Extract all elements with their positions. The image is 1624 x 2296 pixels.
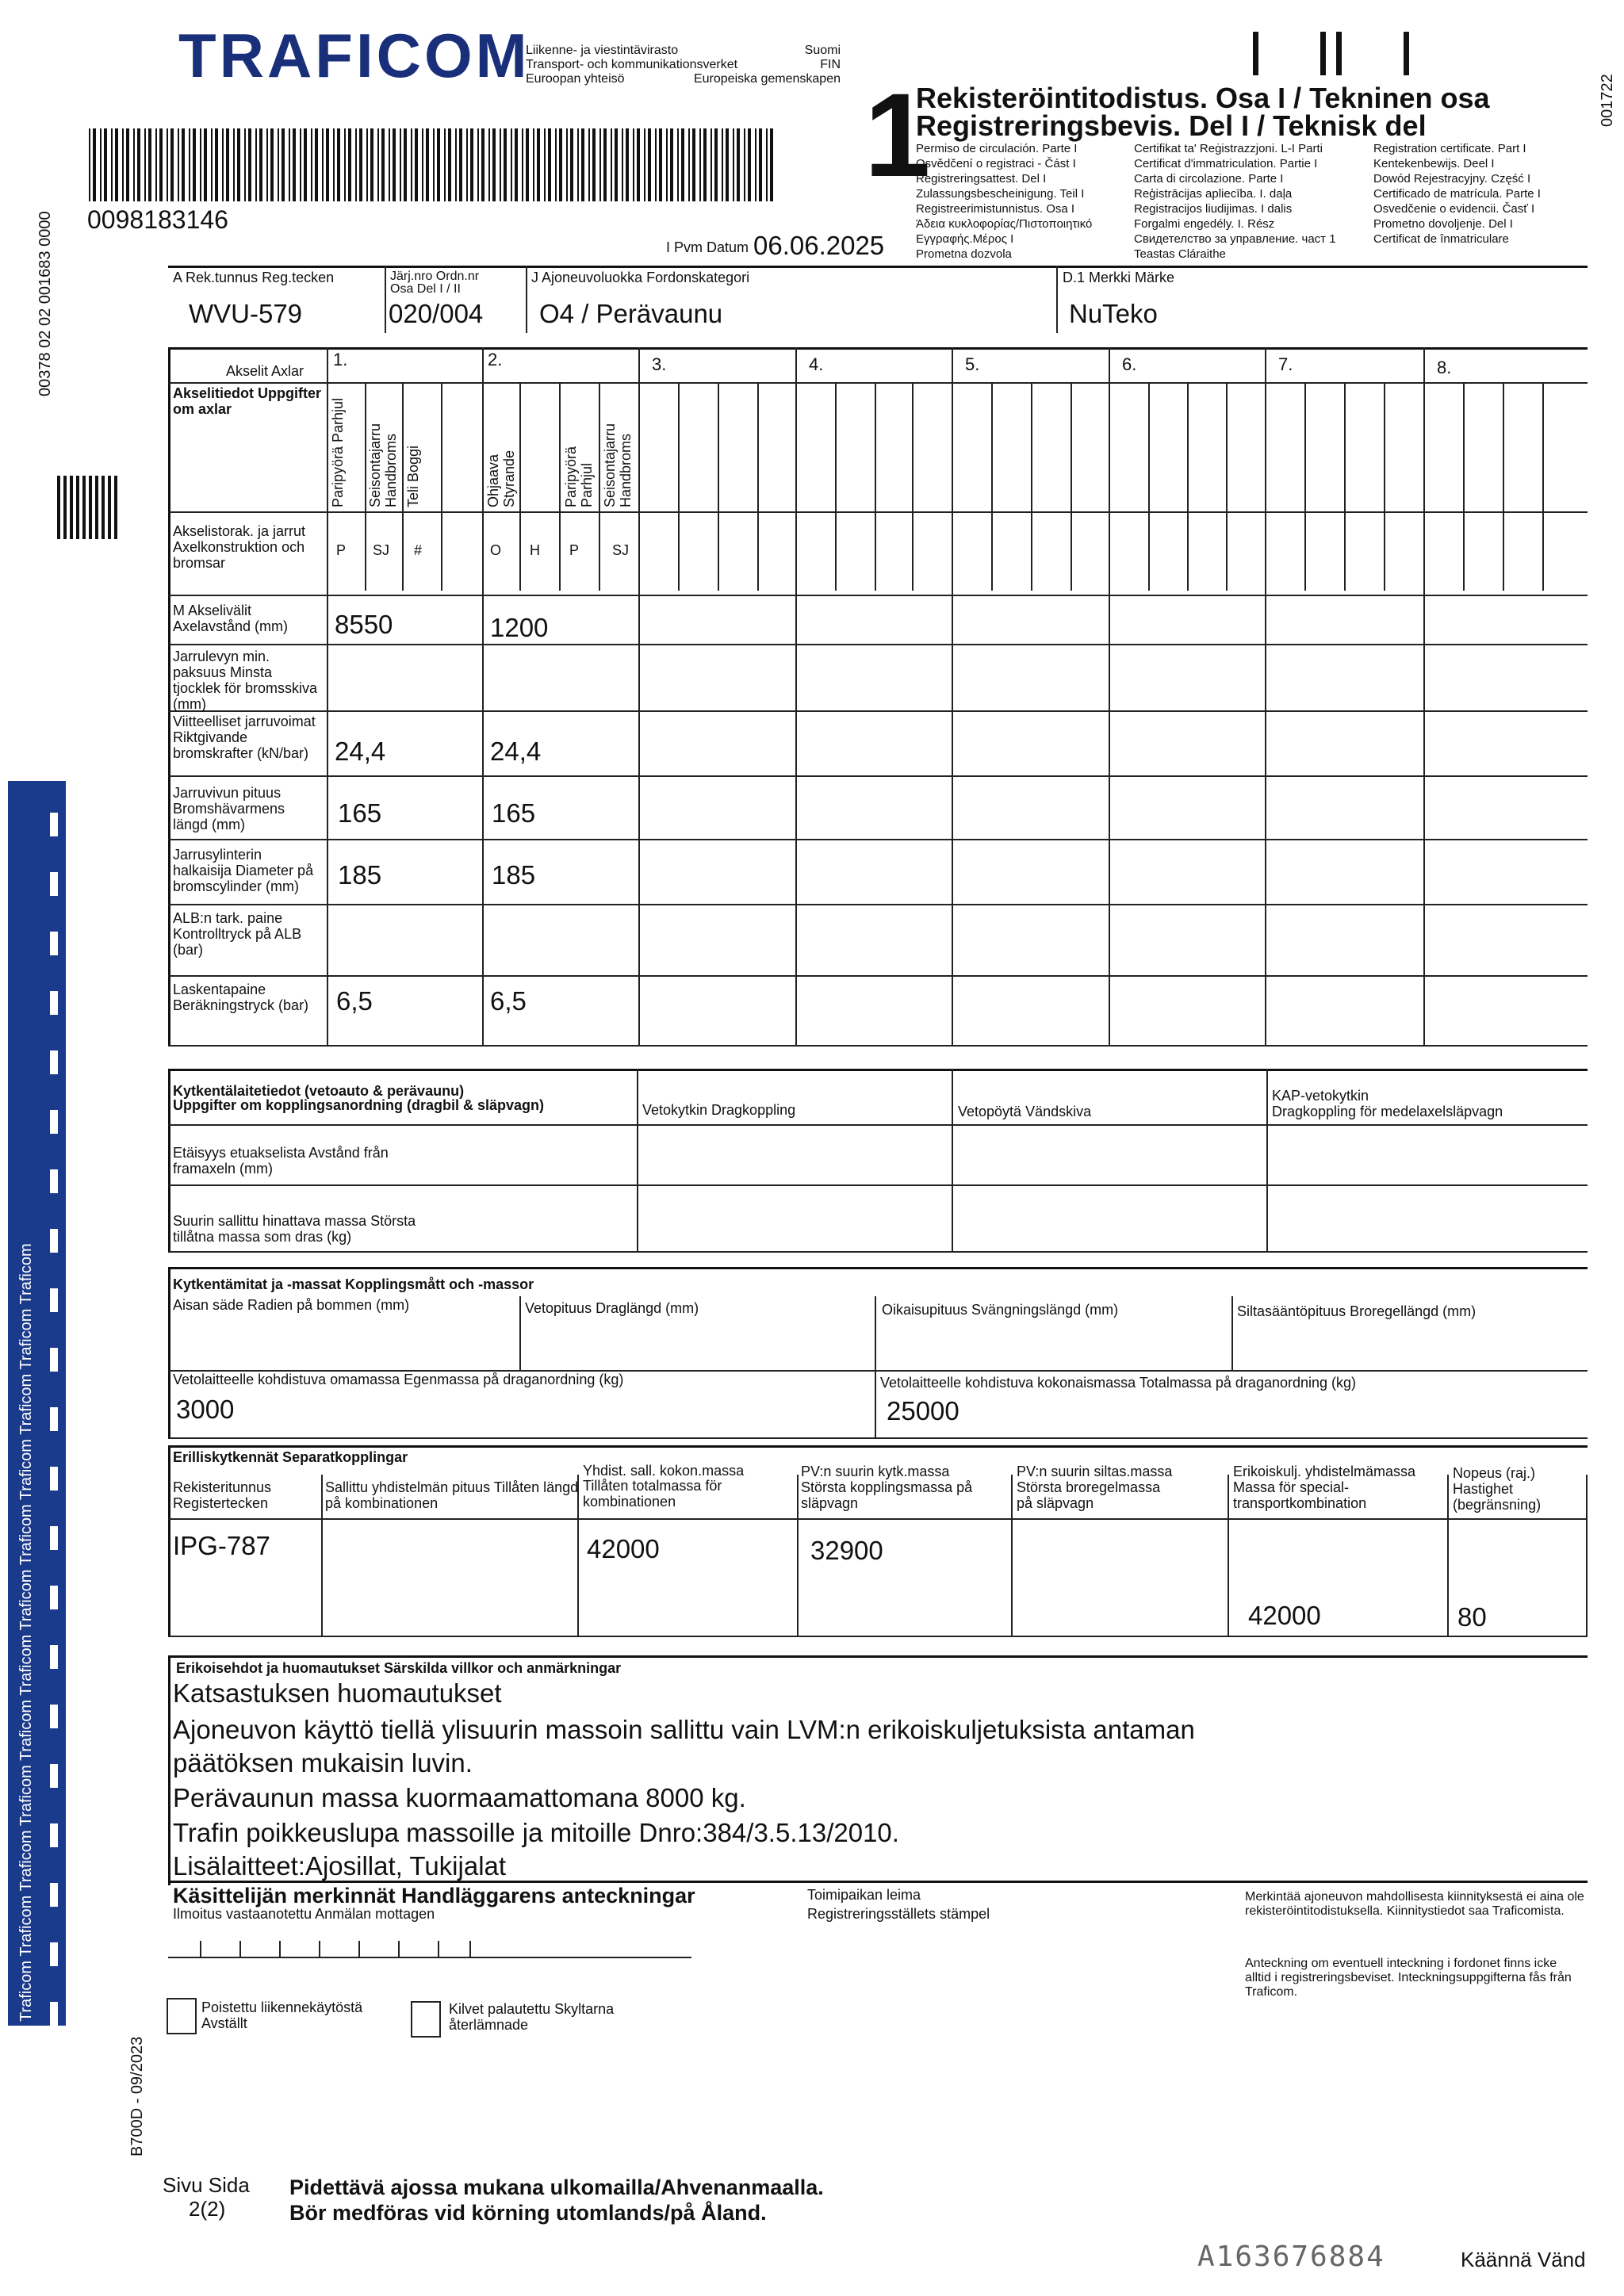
coupling-title-2: Uppgifter om kopplingsanordning (dragbil & släpvagn) [173,1097,544,1113]
multilang-col1: Permiso de circulación. Parte I Osvědčení o registraci - Část I Registreringsattest. Del I Zulassungsbescheinigung. Teil I Registreerimistunnistus. Osa I Άδεια κυκλοφορίας/Πιστοποιητικό Εγγραφής.Μέρος Ι Prometna dozvola [916,142,1093,261]
mortgage-note-sv: Anteckning om eventuell inteckning i fordonet finns icke alltid i registreringsbeviset. Inteckningsuppgifterna fås från Traficom. [1245,1957,1572,1999]
make-value: NuTeko [1069,299,1158,328]
axle-number-7: 7. [1278,354,1293,374]
sep-h1: Rekisteritunnus Registertecken [173,1479,272,1511]
page-value: 2(2) [189,2197,226,2221]
coupling-row-2: Suurin sallittu hinattava massa Största tillåtna massa som dras (kg) [173,1213,416,1245]
security-strip-marks [44,781,66,2026]
construction-2-o: O [490,542,502,558]
row-value-lever-2: 165 [492,798,536,828]
total-mass-value: 25000 [887,1396,959,1425]
row-value-brakeforce-2: 24,4 [490,737,542,766]
title-fi: Rekisteröintitodistus. Osa I / Tekninen osa [916,82,1490,114]
dimensions-title: Kytkentämitat ja -massat Kopplingsmått och -massor [173,1276,534,1292]
remarks-line-6: Lisälaitteet:Ajosillat, Tukijalat [173,1851,507,1881]
form-code: B700D - 09/2023 [128,2036,146,2156]
traficom-logo: TRAFICOM [178,21,530,90]
row-value-pressure-1: 6,5 [336,986,373,1016]
axle-number-2: 2. [488,350,503,369]
remarks-title: Erikoisehdot ja huomautukset Särskilda villkor och anmärkningar [176,1660,622,1676]
col-seisontajarru-2: Seisontajarru Handbroms [602,423,634,507]
col-paripyora-2: Paripyörä Parhjul [563,446,595,507]
row-value-cylinder-2: 185 [492,860,536,890]
cat-label: J Ajoneuvoluokka Fordonskategori [531,270,750,285]
date-label: I Pvm Datum [666,239,749,255]
form-code-right: 001722 [1599,74,1616,127]
handler-ticks [168,1938,691,1958]
axle-number-8: 8. [1437,358,1452,377]
sep-h6b: Massa för special-transportkombination [1233,1479,1367,1511]
sep-h5a: PV:n suurin siltas.massa [1017,1464,1173,1479]
footer-note-1: Pidettävä ajossa mukana ulkomailla/Ahvenanmaalla. [289,2175,824,2199]
big-one: 1 [864,68,931,201]
turn-over: Käännä Vänd [1461,2248,1586,2271]
reg-label: A Rek.tunnus Reg.tecken [173,270,335,285]
remarks-line-4: Perävaunun massa kuormaamattomana 8000 kg. [173,1783,746,1812]
registration-bars [1253,32,1427,75]
axle-label: Akselit Axlar [226,363,304,379]
col-paripyora-1: Paripyörä Parhjul [330,397,346,507]
axle-number-4: 4. [809,354,824,374]
multilang-col2: Certifikat ta' Reġistrazzjoni. L-I Parti Certificat d'immatriculation. Partie I Carta di circolazione. Parte I Reģistrācijas apliecība. I. daļa Registracijos liudijimas. I dalis Forgalmi engedély. I. Rész Свидетелство за управление. част 1 Teastas Cláraithe [1134,142,1336,261]
row-label-alb: ALB:n tark. paine Kontrolltryck på ALB (bar) [173,910,302,958]
coupling-col-c-1: KAP-vetokytkin [1272,1088,1369,1104]
sep-h4b: Största kopplingsmassa på släpvagn [801,1479,973,1511]
own-mass-value: 3000 [176,1395,235,1424]
row-value-cylinder-1: 185 [338,860,382,890]
axle-number-5: 5. [965,354,980,374]
construction-2-sj: SJ [612,542,630,558]
agency-lines: Liikenne- ja viestintävirasto Transport- och kommunikationsverket Euroopan yhteisö [526,44,738,86]
axles-section-label: Akselitiedot Uppgifter om axlar [173,385,322,417]
row-label-disc: Jarrulevyn min. paksuus Minsta tjocklek för bromsskiva (mm) [173,649,318,712]
row-label-pressure: Laskentapaine Beräkningstryck (bar) [173,982,309,1013]
make-label: D.1 Merkki Märke [1063,270,1175,285]
stamp-label-2: Registreringsställets stämpel [807,1906,990,1922]
ord-label-1: Järj.nro Ordn.nr [390,270,480,283]
title-sv: Registreringsbevis. Del I / Teknisk del [916,109,1427,142]
row-value-wheelbase-2: 1200 [490,613,549,642]
sep-h6a: Erikoiskulj. yhdistelmämassa [1233,1464,1416,1479]
stamp-label-1: Toimipaikan leima [807,1887,921,1903]
sep-h2: Sallittu yhdistelmän pituus Tillåten längd på kombinationen [325,1479,579,1511]
remarks-line-5: Trafin poikkeuslupa massoille ja mitoille Dnro:384/3.5.13/2010. [173,1818,899,1847]
reg-value: WVU-579 [189,299,303,328]
construction-1-sj: SJ [373,542,390,558]
row-value-brakeforce-1: 24,4 [335,737,386,766]
remarks-line-1: Katsastuksen huomautukset [173,1678,502,1708]
construction-1-p: P [336,542,347,558]
checkbox-decommissioned-label: Poistettu liikennekäytöstä Avställt [201,1999,363,2031]
sep-h3b: Tillåten totalmassa för kombinationen [583,1478,722,1510]
dim-c3: Oikaisupituus Svängningslängd (mm) [882,1302,1119,1318]
security-strip-text: Traficom Traficom Traficom Traficom Traficom Traficom Traficom Traficom Traficom Traficom Traficom Traficom [17,1243,35,2022]
mortgage-note-fi: Merkintää ajoneuvon mahdollisesta kiinnityksestä ei aina ole rekisteröintitodistuksella. Kiinnitystiedot saa Traficomista. [1245,1890,1584,1918]
checkbox-decommissioned[interactable] [167,1998,197,2034]
sep-h3a: Yhdist. sall. kokon.massa [583,1463,745,1479]
sep-h5b: Största broregelmassa på släpvagn [1017,1479,1161,1511]
row-label-brakeforce: Viitteelliset jarruvoimat Riktgivande bromskrafter (kN/bar) [173,714,316,761]
coupling-col-c-2: Dragkoppling för medelaxelsläpvagn [1272,1104,1503,1119]
checkbox-plates-returned[interactable] [411,2001,441,2038]
col-ohjaava-2: Ohjaava Styrande [485,450,517,507]
sep-total-value: 42000 [587,1534,660,1563]
row-value-wheelbase-1: 8550 [335,610,393,639]
sep-h7a: Nopeus (raj.) [1453,1465,1536,1481]
own-mass-label: Vetolaitteelle kohdistuva omamassa Egenmassa på draganordning (kg) [173,1372,624,1387]
dim-c2: Vetopituus Draglängd (mm) [525,1300,699,1316]
date-value: 06.06.2025 [753,231,885,260]
sep-reg-value: IPG-787 [173,1531,270,1560]
coupling-col-a: Vetokytkin Dragkoppling [642,1102,796,1118]
axle-number-6: 6. [1122,354,1137,374]
col-teli-1: Teli Boggi [405,445,421,507]
document-serial: A163676884 [1197,2241,1385,2273]
construction-2-p: P [569,542,580,558]
ord-label-2: Osa Del I / II [390,282,461,296]
footer-note-2: Bör medföras vid körning utomlands/på Åland. [289,2201,767,2225]
row-label-lever: Jarruvivun pituus Bromshävarmens längd (mm) [173,785,285,832]
sep-speed-value: 80 [1457,1602,1487,1632]
row-label-wheelbase: M Akselivälit Axelavstånd (mm) [173,603,289,634]
dim-c1: Aisan säde Radien på bommen (mm) [173,1297,410,1313]
dim-c4: Siltasääntöpituus Broregellängd (mm) [1237,1303,1477,1319]
row-value-pressure-2: 6,5 [490,986,527,1016]
security-strip [8,781,44,2026]
coupling-col-b: Vetopöytä Vändskiva [958,1104,1092,1119]
remarks-line-3: päätöksen mukaisin luvin. [173,1748,473,1777]
handler-title: Käsittelijän merkinnät Handläggarens anteckningar [173,1884,695,1908]
remarks-line-2: Ajoneuvon käyttö tiellä ylisuurin massoin sallittu vain LVM:n erikoiskuljetuksista antaman [173,1715,1195,1744]
handler-sub: Ilmoitus vastaanotettu Anmälan mottagen [173,1906,435,1922]
sep-h7b: Hastighet (begränsning) [1453,1481,1542,1513]
row-value-lever-1: 165 [338,798,382,828]
coupling-row-1: Etäisyys etuakselista Avstånd från framaxeln (mm) [173,1145,389,1177]
coupling-title-1: Kytkentälaitetiedot (vetoauto & perävaunu) [173,1083,465,1099]
construction-2-h: H [530,542,540,558]
sep-special-value: 42000 [1248,1601,1321,1630]
multilang-col3: Registration certificate. Part I Kentekenbewijs. Deel I Dowód Rejestracyjny. Część I Certificado de matrícula. Parte I Osvedčenie o evidencii. Časť I Prometno dovoljenje. Del I Certificat de înmatriculare [1373,142,1541,246]
axle-number-1: 1. [333,350,348,369]
sep-h4a: PV:n suurin kytk.massa [801,1464,950,1479]
total-mass-label: Vetolaitteelle kohdistuva kokonaismassa Totalmassa på draganordning (kg) [880,1375,1357,1391]
construction-1-hash: # [414,542,423,558]
qr-code [57,476,122,539]
construction-label: Akselistorak. ja jarrut Axelkonstruktion och bromsar [173,523,306,571]
axle-number-3: 3. [652,354,667,374]
barcode-number: 0098183146 [87,205,228,234]
cat-value: O4 / Perävaunu [539,299,723,328]
country-lines: Suomi FIN Europeiska gemenskapen [693,44,841,86]
row-label-cylinder: Jarrusylinterin halkaisija Diameter på bromscylinder (mm) [173,847,314,894]
side-serial: 00378 02 02 001683 0000 [36,211,54,396]
sep-coupling-value: 32900 [810,1536,883,1565]
page-label: Sivu Sida [163,2173,250,2197]
separate-title: Erilliskytkennät Separatkopplingar [173,1449,408,1465]
checkbox-plates-returned-label: Kilvet palautettu Skyltarna återlämnade [449,2001,615,2033]
col-seisontajarru-1: Seisontajarru Handbroms [367,423,399,507]
ord-value: 020/004 [389,299,484,328]
